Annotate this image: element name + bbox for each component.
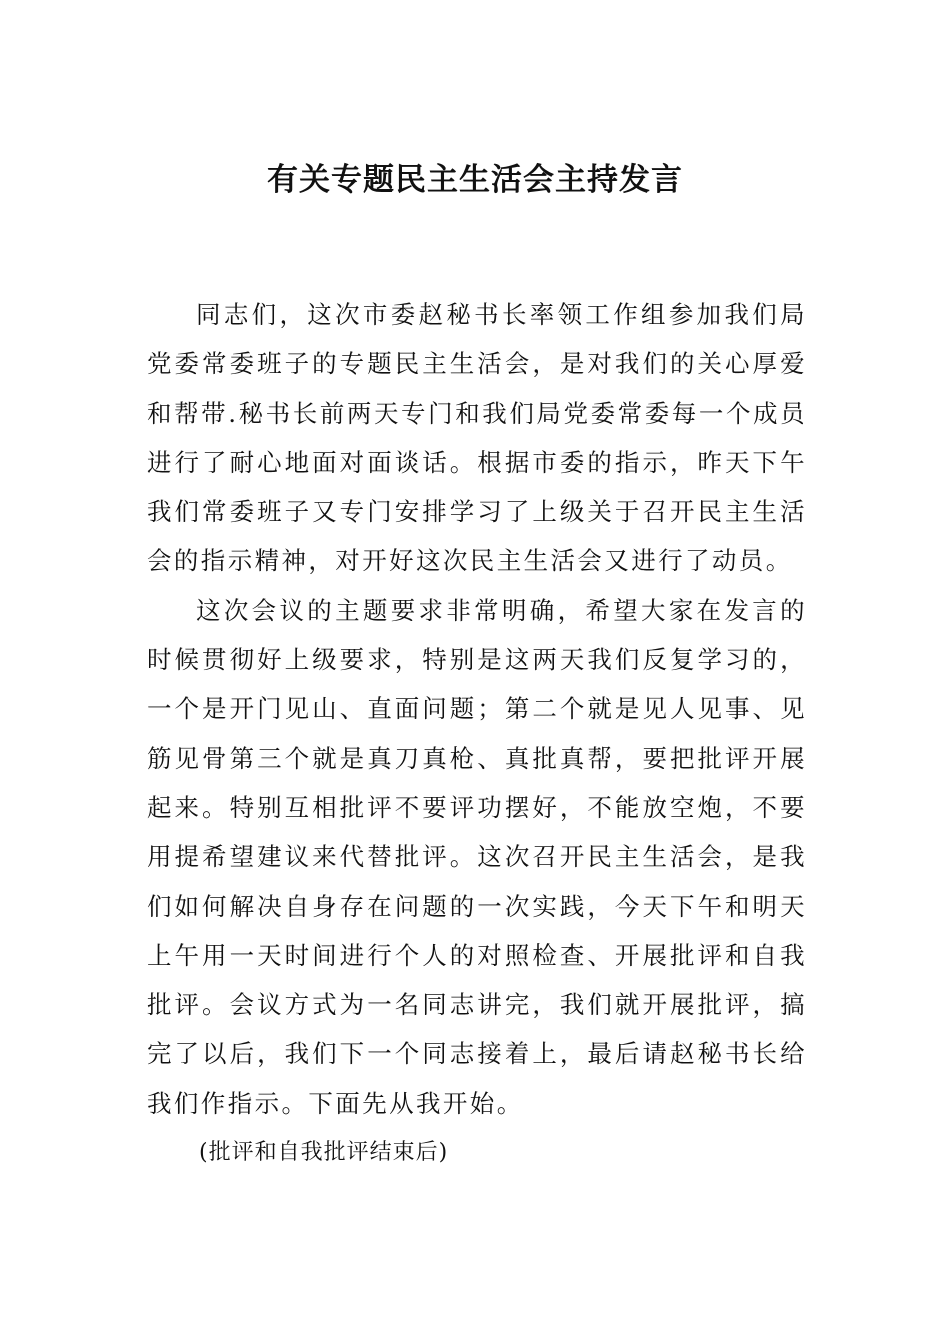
document-body bbox=[147, 290, 807, 1177]
paragraph-opening: 同志们，这次市委赵秘书长率领工作组参加我们局党委常委班子的专题民主生活会，是对我们的关心厚爱和帮带.秘书长前两天专门和我们局党委常委每一个成员进行了耐心地面对面谈话。根据市委的指示，昨天下午我们常委班子又专门安排学习了上级关于召开民主生活会的指示精神，对开好这次民主生活会又进行了动员。 bbox=[147, 300, 807, 576]
stage-note: (批评和自我批评结束后) bbox=[199, 1140, 449, 1166]
document-title: 有关专题民主生活会主持发言 bbox=[267, 162, 683, 198]
paragraph-meeting-requirements: 这次会议的主题要求非常明确，希望大家在发言的时候贯彻好上级要求，特别是这两天我们反复学习的，一个是开门见山、直面问题；第二个就是见人见事、见筋见骨第三个就是真刀真枪、真批真帮，要把批评开展起来。特别互相批评不要评功摆好，不能放空炮，不要用提希望建议来代替批评。这次召开民主生活会，是我们如何解决自身存在问题的一次实践，今天下午和明天上午用一天时间进行个人的对照检查、开展批评和自我批评。会议方式为一名同志讲完，我们就开展批评，搞完了以后，我们下一个同志接着上，最后请赵秘书长给我们作指示。下面先从我开始。 bbox=[147, 595, 807, 1118]
